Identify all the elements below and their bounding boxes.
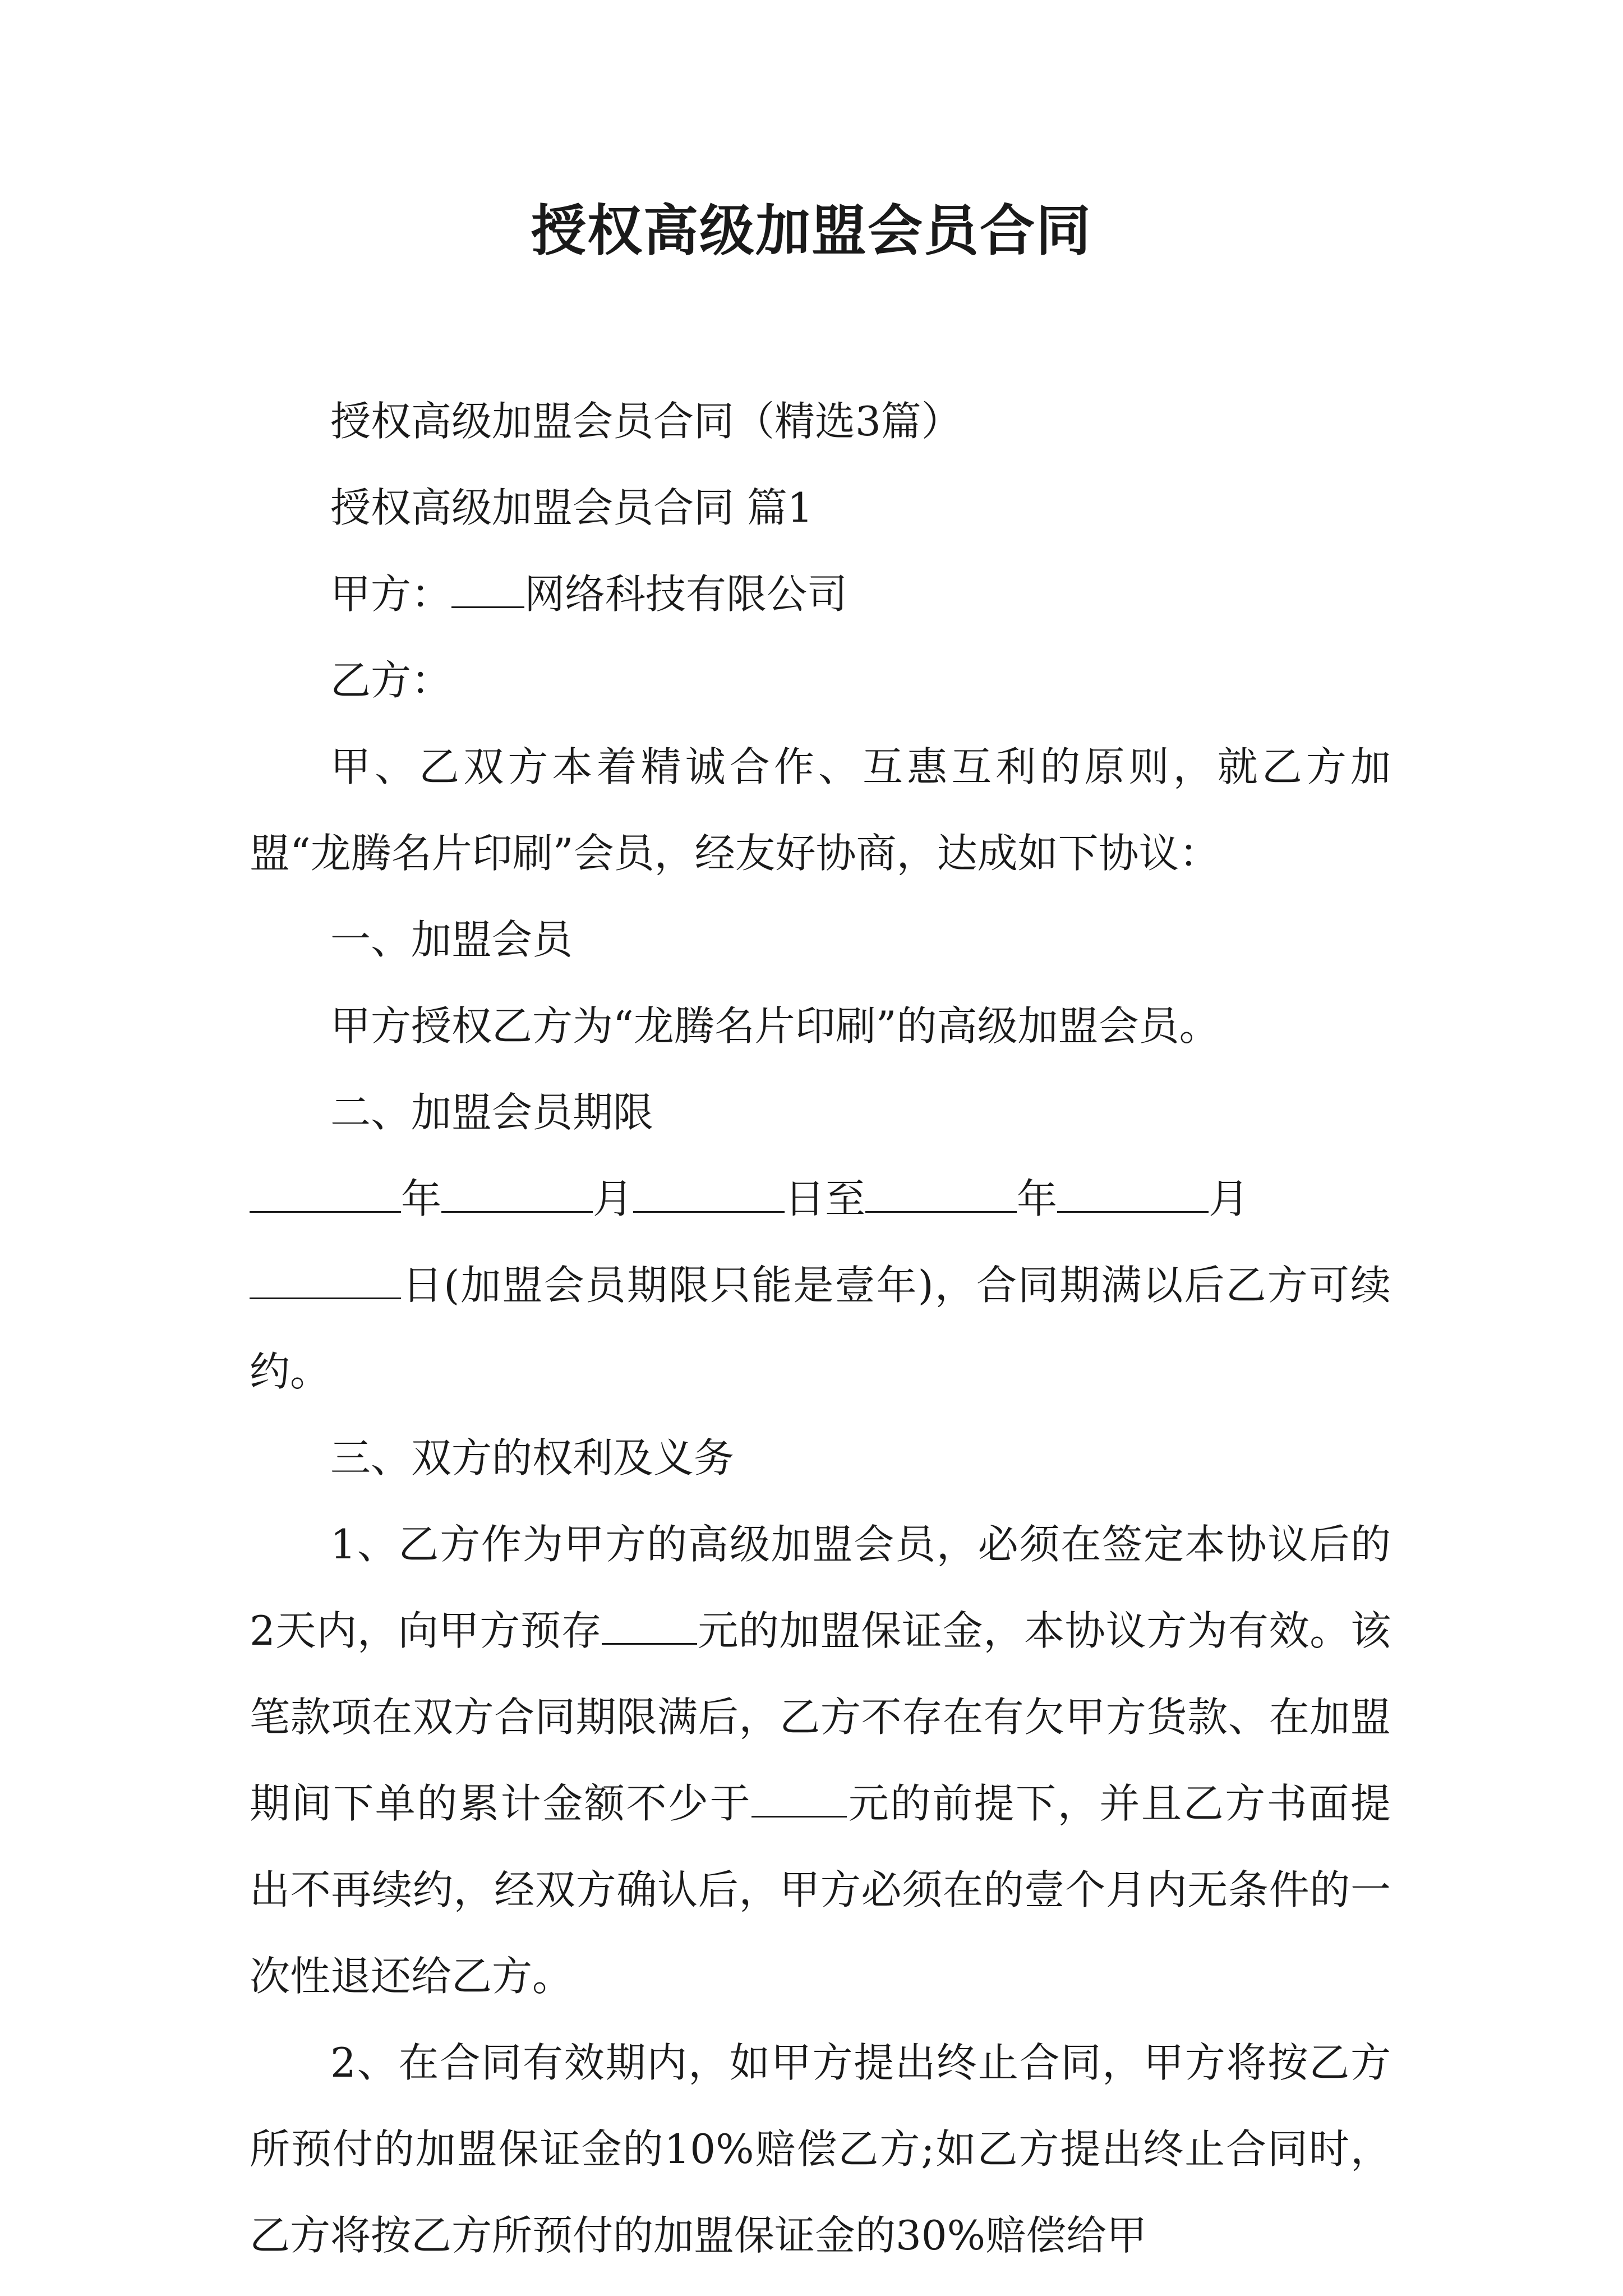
section1-heading: 一、加盟会员 [330, 916, 573, 963]
part-heading: 授权高级加盟会员合同 篇1 [330, 484, 813, 531]
party-a-line [250, 551, 1391, 637]
end-month-blank [1057, 1175, 1209, 1213]
start-day-blank [633, 1175, 785, 1213]
start-day-label: 日至 [785, 1175, 866, 1222]
section2-date-paragraph [250, 1156, 1391, 1415]
clause1-part2: 元的加盟保证金，本协议方为有效。该笔款项在双方合同期限满后，乙方不存在有欠甲方货款、在加盟期间下单的累计金额不少于 [250, 1607, 1391, 1827]
end-day-text: 日(加盟会员期限只能是壹年)，合同期满以后乙方可续约。 [250, 1262, 1391, 1395]
clause1-part1: 1、乙方作为甲方的高级加盟会员，必须在签定本协议后的2天内，向甲方预存 [250, 1521, 1391, 1654]
start-month-label: 月 [593, 1175, 634, 1222]
end-year-label: 年 [1017, 1175, 1058, 1222]
section3-heading: 三、双方的权利及义务 [330, 1434, 735, 1481]
party-a-blank [451, 570, 524, 608]
section2-heading: 二、加盟会员期限 [330, 1089, 654, 1136]
party-b-line: 乙方： [330, 657, 452, 704]
end-year-blank [865, 1175, 1017, 1213]
start-month-blank [441, 1175, 593, 1213]
party-a-label: 甲方： [330, 570, 452, 618]
clause1-part3: 元的前提下，并且乙方书面提出不再续约，经双方确认后，甲方必须在的壹个月内无条件的一次性退还给乙方。 [250, 1780, 1391, 2000]
section1-text: 甲方授权乙方为“龙腾名片印刷”的高级加盟会员。 [330, 1002, 1220, 1050]
document-subtitle: 授权高级加盟会员合同（精选3篇） [330, 398, 962, 445]
deposit-amount-blank [602, 1607, 697, 1645]
document-title: 授权高级加盟会员合同 [531, 199, 1092, 263]
clause2-paragraph: 2、在合同有效期内，如甲方提出终止合同，甲方将按乙方所预付的加盟保证金的10%赔偿乙方;如乙方提出终止合同时，乙方将按乙方所预付的加盟保证金的30%赔偿给甲 [250, 2039, 1391, 2259]
start-year-label: 年 [401, 1175, 442, 1222]
party-a-name: 网络科技有限公司 [524, 570, 848, 618]
intro-paragraph: 甲、乙双方本着精诚合作、互惠互利的原则，就乙方加盟“龙腾名片印刷”会员，经友好协商，达成如下协议： [250, 743, 1391, 877]
end-month-label: 月 [1209, 1175, 1249, 1222]
clause1-paragraph [250, 1501, 1391, 2019]
document-body [250, 378, 1391, 2279]
end-day-blank [250, 1261, 401, 1299]
cumulative-amount-blank [751, 1779, 847, 1818]
start-year-blank [250, 1175, 401, 1213]
